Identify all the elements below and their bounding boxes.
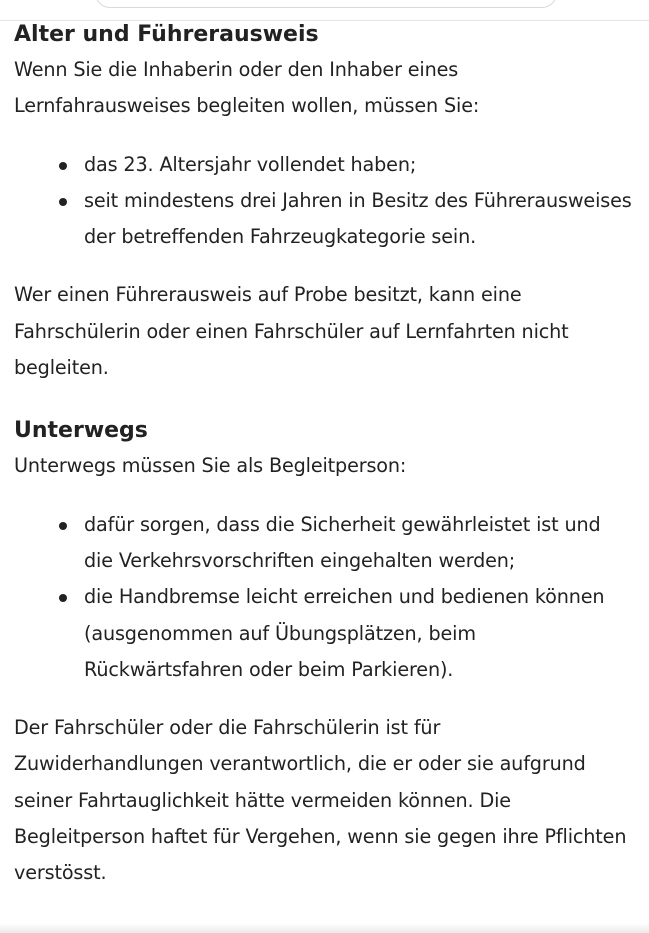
list-item-text: dafür sorgen, dass die Sicherheit gewährleistet ist und die Verkehrsvorschriften eingehalten werden;	[84, 512, 601, 572]
section-outro: Wer einen Führerausweis auf Probe besitzt, kann eine Fahrschülerin oder einen Fahrschüler auf Lernfahrten nicht begleiten.	[14, 283, 569, 380]
list-item-text: die Handbremse leicht erreichen und bedienen können (ausgenommen auf Übungsplätzen, beim Rückwärtsfahren oder beim Parkieren).	[84, 585, 605, 681]
list-item-text: seit mindestens drei Jahren in Besitz des Führerausweises der betreffenden Fahrzeugkategorie sein.	[84, 188, 632, 249]
section-on-the-road	[14, 414, 634, 891]
section-age-license	[14, 18, 634, 386]
duties-list	[14, 507, 634, 688]
article-content	[14, 18, 634, 892]
bullet-icon	[59, 198, 67, 206]
section-heading: Unterwegs	[14, 418, 148, 444]
list-item	[84, 507, 634, 580]
bullet-icon	[59, 522, 67, 530]
list-item	[84, 183, 634, 256]
section-intro: Wenn Sie die Inhaberin oder den Inhaber eines Lernfahrausweises begleiten wollen, müssen Sie:	[14, 58, 480, 118]
section-intro: Unterwegs müssen Sie als Begleitperson:	[14, 454, 407, 478]
search-field[interactable]	[95, 0, 557, 8]
bottom-shadow	[0, 923, 649, 933]
list-item	[84, 147, 634, 183]
section-outro: Der Fahrschüler oder die Fahrschülerin ist für Zuwiderhandlungen verantwortlich, die er oder sie aufgrund seiner Fahrtauglichkeit hätte vermeiden können. Die Begleitperson haftet für Vergehen, wenn sie gegen ihre Pflichten verstösst.	[14, 716, 627, 885]
bullet-icon	[59, 162, 67, 170]
list-item-text: das 23. Altersjahr vollendet haben;	[84, 152, 417, 176]
bullet-icon	[59, 594, 67, 602]
section-heading: Alter und Führerausweis	[14, 22, 319, 47]
requirements-list	[14, 147, 634, 256]
list-item	[84, 579, 634, 688]
